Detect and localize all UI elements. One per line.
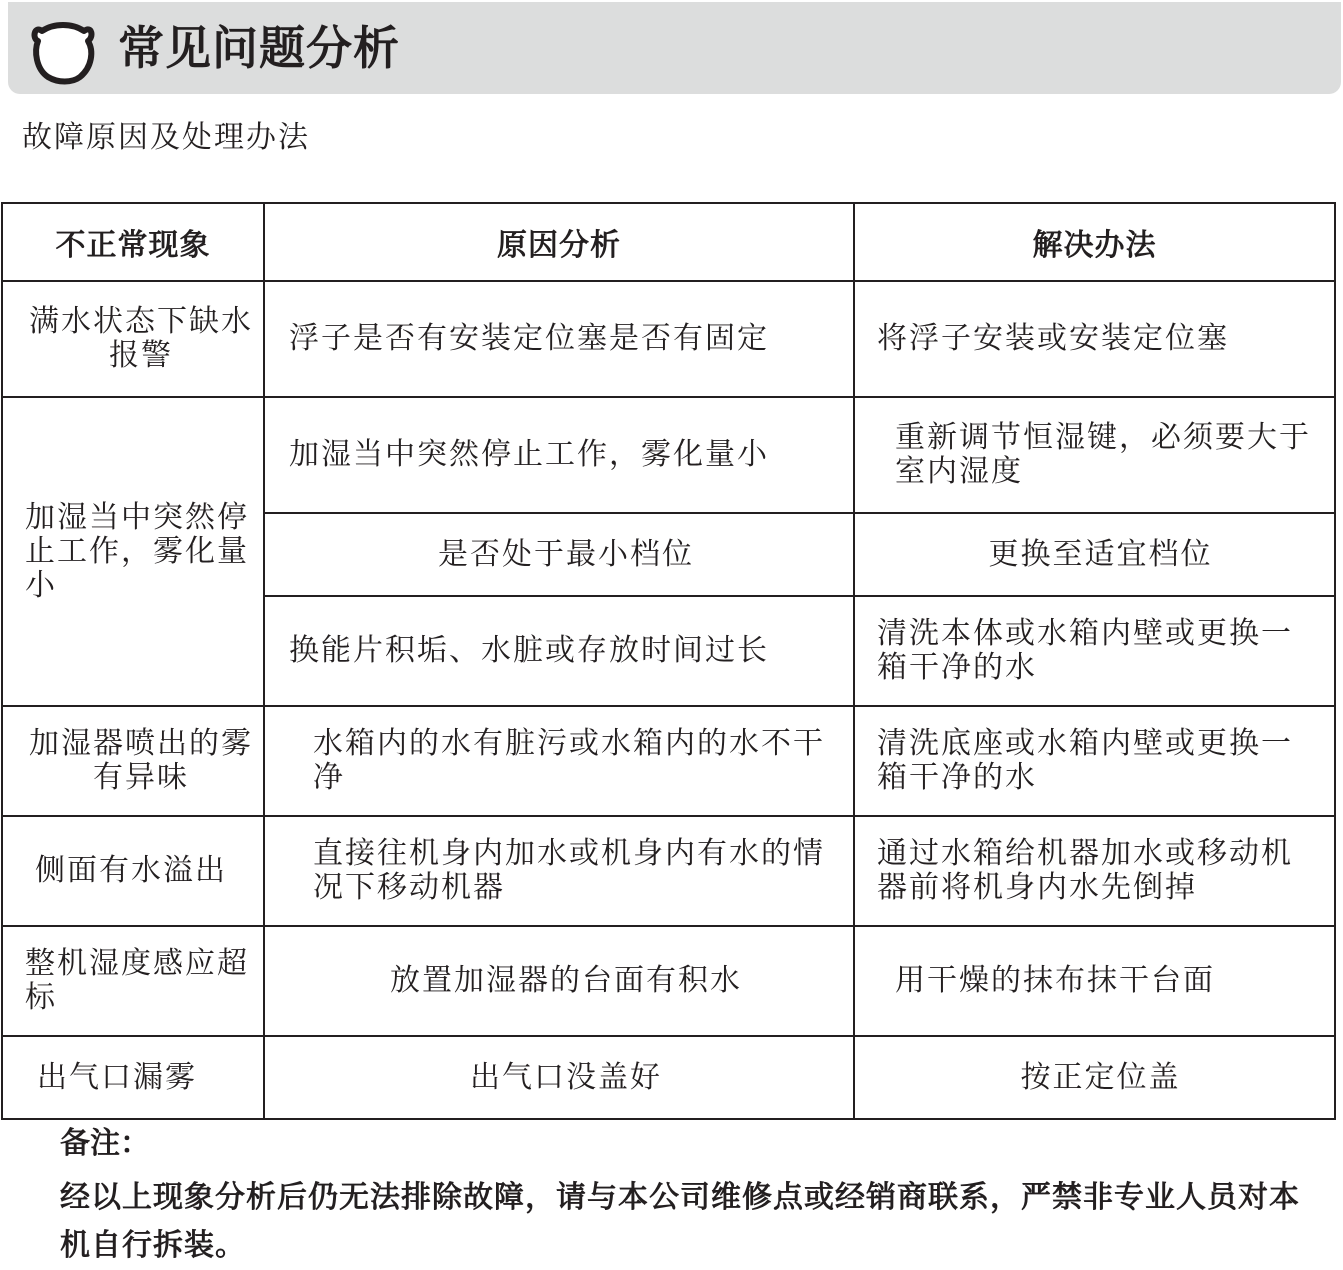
issue-cell: 满水状态下缺水报警: [2, 281, 264, 397]
issue-cell: 整机湿度感应超标: [2, 926, 264, 1036]
cause-cell: 浮子是否有安装定位塞是否有固定: [264, 281, 854, 397]
issue-cell: 侧面有水溢出: [2, 816, 264, 926]
column-header-cause: 原因分析: [264, 203, 854, 281]
table-row: [2, 397, 1335, 513]
fix-cell: 按正定位盖: [854, 1036, 1335, 1119]
page-title: 常见问题分析: [118, 21, 400, 75]
fix-cell: 更换至适宜档位: [854, 513, 1335, 596]
table-row: [2, 1036, 1335, 1119]
cause-cell: 是否处于最小档位: [264, 513, 854, 596]
table-row: [2, 816, 1335, 926]
subtitle: 故障原因及处理办法: [22, 120, 310, 155]
column-header-issue: 不正常现象: [2, 203, 264, 281]
cause-cell: 加湿当中突然停止工作，雾化量小: [264, 397, 854, 513]
header-bar: [8, 2, 1341, 94]
issue-cell: 出气口漏雾: [2, 1036, 264, 1119]
column-header-fix: 解决办法: [854, 203, 1335, 281]
notes: [60, 1122, 1300, 1270]
troubleshooting-table: [1, 202, 1336, 1120]
fix-cell: 清洗底座或水箱内壁或更换一箱干净的水: [854, 706, 1335, 816]
table-header-row: [2, 203, 1335, 281]
cause-cell: 放置加湿器的台面有积水: [264, 926, 854, 1036]
fix-cell: 清洗本体或水箱内壁或更换一箱干净的水: [854, 596, 1335, 706]
fix-cell: 重新调节恒湿键，必须要大于室内湿度: [854, 397, 1335, 513]
cause-cell: 直接往机身内加水或机身内有水的情况下移动机器: [264, 816, 854, 926]
table-row: [2, 706, 1335, 816]
fix-cell: 通过水箱给机器加水或移动机器前将机身内水先倒掉: [854, 816, 1335, 926]
bear-head-icon: [28, 15, 98, 85]
issue-cell: 加湿当中突然停止工作，雾化量小: [2, 397, 264, 706]
table-row: [2, 281, 1335, 397]
cause-cell: 出气口没盖好: [264, 1036, 854, 1119]
notes-text: 经以上现象分析后仍无法排除故障，请与本公司维修点或经销商联系，严禁非专业人员对本机自行拆装。: [60, 1180, 1300, 1263]
table-row: [2, 926, 1335, 1036]
notes-label: 备注：: [60, 1126, 150, 1161]
cause-cell: 换能片积垢、水脏或存放时间过长: [264, 596, 854, 706]
fix-cell: 将浮子安装或安装定位塞: [854, 281, 1335, 397]
cause-cell: 水箱内的水有脏污或水箱内的水不干净: [264, 706, 854, 816]
fix-cell: 用干燥的抹布抹干台面: [854, 926, 1335, 1036]
issue-cell: 加湿器喷出的雾有异味: [2, 706, 264, 816]
